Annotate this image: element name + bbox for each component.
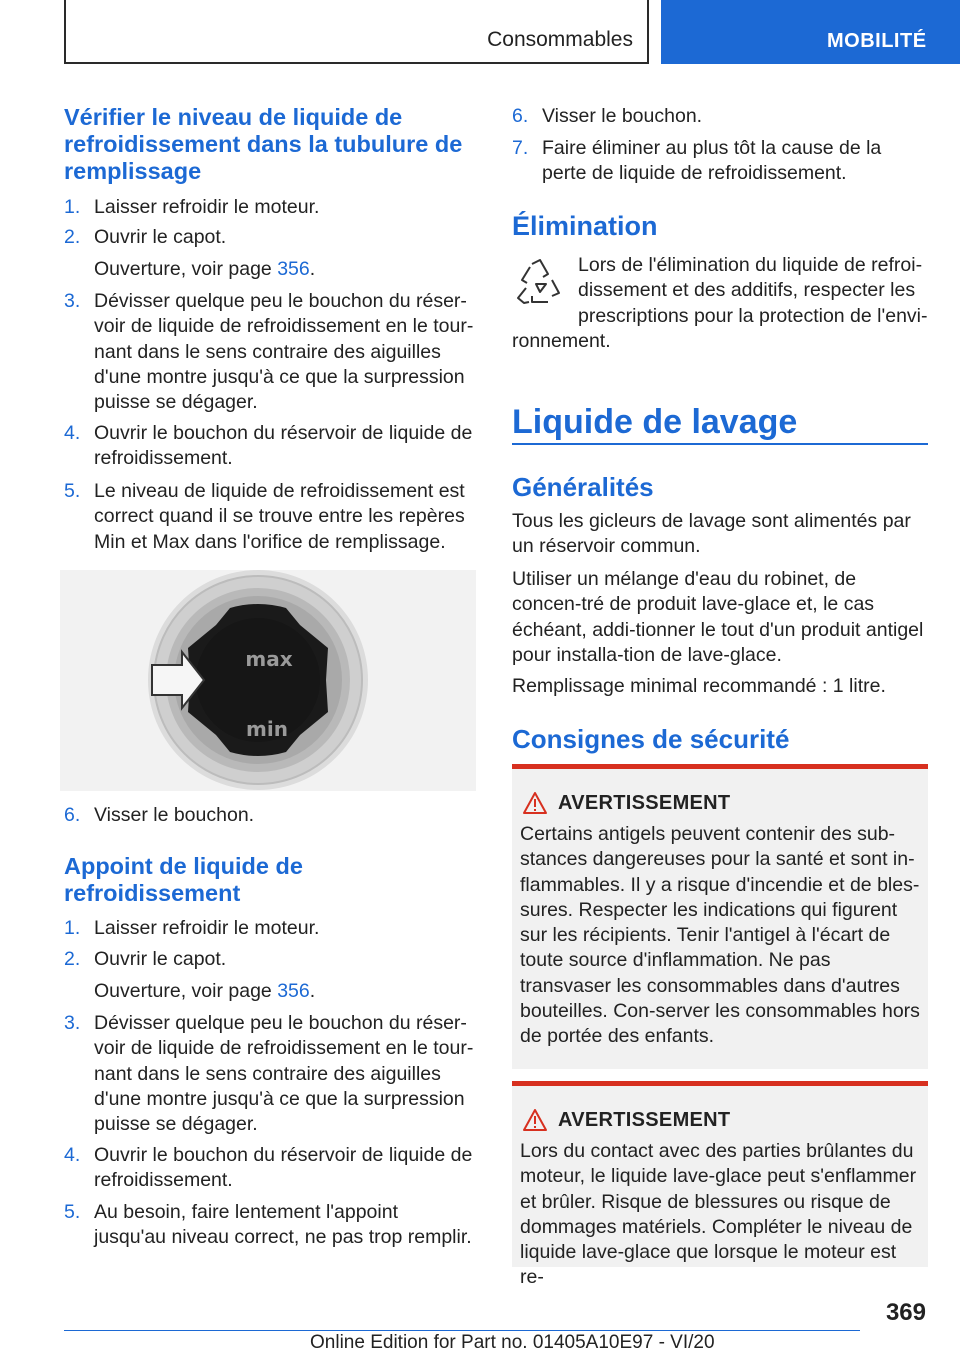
step-text: Le niveau de liquide de refroidissement est correct quand il se trouve entre les repères Min et Max dans l'orifice de remplissage. bbox=[94, 480, 465, 553]
step-text: Dévisser quelque peu le bouchon du réser-voir de liquide de refroidissement en le tour-nant dans le sens contraire des aiguilles d'une montre jusqu'à ce que la surpression puisse se dégager. bbox=[94, 1012, 474, 1136]
header-section-label: MOBILITÉ bbox=[827, 30, 927, 52]
list-item bbox=[64, 1011, 474, 1137]
step-number: 4. bbox=[64, 1144, 81, 1166]
step-text: Visser le bouchon. bbox=[542, 105, 703, 127]
step-number: 1. bbox=[64, 917, 81, 939]
warning-box bbox=[512, 764, 928, 1069]
list-item bbox=[64, 1200, 474, 1251]
list-item bbox=[64, 979, 474, 1004]
list-item bbox=[64, 479, 474, 555]
heading-check-level: Vérifier le niveau de liquide de refroidissement dans la tubulure de remplissage bbox=[64, 104, 463, 184]
step-text: Ouvrir le capot. bbox=[94, 226, 227, 248]
paragraph: Tous les gicleurs de lavage sont alimentés par un réservoir commun. bbox=[512, 510, 911, 558]
paragraph: Utiliser un mélange d'eau du robinet, de concen-tré de produit lave-glace et, le cas échéant, addi-tionner le tout d'un produit antigel pour installa-tion de lave-glace. bbox=[512, 568, 924, 666]
list-item bbox=[64, 947, 474, 972]
step-number: 2. bbox=[64, 948, 81, 970]
step-number: 7. bbox=[512, 137, 529, 159]
heading-safety: Consignes de sécurité bbox=[512, 724, 790, 754]
step-number: 6. bbox=[64, 804, 81, 826]
min-mark: min bbox=[246, 717, 288, 741]
warning-box bbox=[512, 1081, 928, 1289]
list-item bbox=[64, 916, 474, 941]
step-number: 6. bbox=[512, 105, 529, 127]
step-number: 5. bbox=[64, 1201, 81, 1223]
heading-elimination: Élimination bbox=[512, 211, 658, 241]
step-text: Ouverture, voir page bbox=[94, 258, 278, 280]
chapter-rule bbox=[512, 443, 928, 445]
footer-edition: Online Edition for Part no. 01405A10E97 - VI/20 bbox=[310, 1332, 715, 1353]
warning-text: Certains antigels peuvent contenir des sub-stances dangereuses pour la santé et sont in-flammables. Il y a risque d'incendie et de bles-sures. Respecter les indications qui figurent sur les récipients. Tenir l'antigel à l'écart de toute source d'inflammation. Ne pas transvaser les consommables dans d'autres bouteilles. Con-server les consommables hors de portée des enfants. bbox=[520, 823, 920, 1048]
step-text-end: . bbox=[309, 258, 316, 280]
step-number: 1. bbox=[64, 196, 81, 218]
warning-title: AVERTISSEMENT bbox=[558, 792, 731, 814]
max-mark: max bbox=[245, 647, 293, 671]
step-text: Visser le bouchon. bbox=[94, 804, 255, 826]
header-category: Consommables bbox=[487, 28, 633, 51]
step-text: Au besoin, faire lentement l'appoint jusqu'au niveau correct, ne pas trop remplir. bbox=[94, 1201, 472, 1249]
header-section-tab bbox=[661, 0, 960, 64]
header-frame bbox=[64, 0, 649, 64]
step-text: Ouvrir le capot. bbox=[94, 948, 227, 970]
elimination-text-end: ronnement. bbox=[512, 330, 611, 352]
step-number: 3. bbox=[64, 1012, 81, 1034]
step-text: Laisser refroidir le moteur. bbox=[94, 196, 320, 218]
list-item bbox=[512, 136, 928, 187]
list-item bbox=[64, 1143, 474, 1194]
paragraph: Remplissage minimal recommandé : 1 litre. bbox=[512, 675, 886, 697]
list-item bbox=[512, 104, 928, 129]
step-text: Ouvrir le bouchon du réservoir de liquide de refroidissement. bbox=[94, 1144, 473, 1192]
list-item bbox=[64, 289, 474, 415]
heading-top-up: Appoint de liquide de refroidissement bbox=[64, 853, 303, 906]
footer-rule bbox=[64, 1330, 860, 1331]
warning-title: AVERTISSEMENT bbox=[558, 1109, 731, 1131]
page-link[interactable]: 356 bbox=[277, 258, 310, 280]
step-text: Ouvrir le bouchon du réservoir de liquide de refroidissement. bbox=[94, 422, 473, 470]
step-text: Dévisser quelque peu le bouchon du réser-voir de liquide de refroidissement en le tour-nant dans le sens contraire des aiguilles d'une montre jusqu'à ce que la surpression puisse se dégager. bbox=[94, 290, 474, 414]
step-number: 2. bbox=[64, 226, 81, 248]
chapter-title: Liquide de lavage bbox=[512, 403, 798, 441]
page-link[interactable]: 356 bbox=[277, 980, 310, 1002]
step-number: 3. bbox=[64, 290, 81, 312]
step-number: 4. bbox=[64, 422, 81, 444]
list-item bbox=[64, 803, 474, 828]
coolant-cap-figure bbox=[60, 570, 476, 791]
page-number: 369 bbox=[885, 1299, 926, 1326]
warning-icon bbox=[522, 1108, 548, 1132]
warning-text: Lors du contact avec des parties brûlantes du moteur, le liquide lave-glace peut s'enflammer et brûler. Risque de blessures ou risque de dommages matériels. Compléter le niveau de liquide lave-glace que lorsque le moteur est re- bbox=[520, 1140, 917, 1289]
list-item bbox=[64, 195, 474, 220]
step-number: 5. bbox=[64, 480, 81, 502]
step-text: Faire éliminer au plus tôt la cause de la perte de liquide de refroidissement. bbox=[542, 137, 882, 185]
coolant-cap-illustration bbox=[60, 570, 476, 791]
heading-generalites: Généralités bbox=[512, 472, 654, 502]
list-item bbox=[64, 225, 474, 250]
elimination-text: Lors de l'élimination du liquide de refroi-dissement et des additifs, respecter les prescriptions pour la protection de l'envi- bbox=[578, 254, 928, 327]
step-text: Laisser refroidir le moteur. bbox=[94, 917, 320, 939]
step-text-end: . bbox=[309, 980, 316, 1002]
list-item bbox=[64, 421, 474, 472]
list-item bbox=[64, 257, 474, 282]
step-text: Ouverture, voir page bbox=[94, 980, 278, 1002]
warning-icon bbox=[522, 791, 548, 815]
recycle-icon bbox=[514, 258, 566, 308]
